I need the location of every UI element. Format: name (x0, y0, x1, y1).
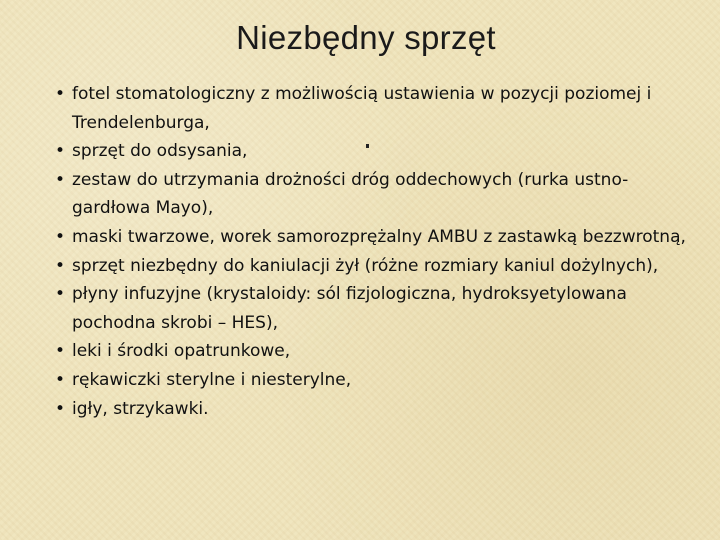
bullet-icon: • (55, 84, 66, 104)
list-item-text: rękawiczki sterylne i niesterylne, (72, 369, 352, 390)
bullet-icon: • (55, 341, 66, 362)
list-item (44, 166, 694, 223)
list-item (44, 280, 694, 337)
bullet-icon: • (55, 284, 66, 305)
list-item (44, 252, 694, 281)
list-item (44, 80, 694, 137)
equipment-list (44, 80, 694, 423)
list-item-text: leki i środki opatrunkowe, (72, 341, 291, 362)
list-item (44, 223, 694, 252)
bullet-icon: • (55, 169, 66, 190)
list-item-text: sprzęt do odsysania, (72, 141, 248, 162)
list-item-text: maski twarzowe, worek samorozprężalny AMBU z zastawką bezzwrotną, (72, 226, 686, 247)
bullet-icon: • (55, 141, 66, 162)
list-item (44, 395, 694, 424)
list-item-text: igły, strzykawki. (72, 398, 209, 419)
bullet-icon: • (55, 255, 66, 276)
list-item-text: fotel stomatologiczny z możliwością ustawienia w pozycji poziomej i Trendelenburga, (72, 84, 652, 133)
bullet-icon: • (55, 398, 66, 419)
list-item-text: zestaw do utrzymania drożności dróg oddechowych (rurka ustno-gardłowa Mayo), (72, 169, 629, 219)
list-item-text: sprzęt niezbędny do kaniulacji żył (różne rozmiary kaniul dożylnych), (72, 255, 659, 276)
bullet-icon: • (55, 369, 66, 390)
list-item (44, 337, 694, 366)
list-item-text: płyny infuzyjne (krystaloidy: sól fizjologiczna, hydroksyetylowana pochodna skrobi – HES), (72, 284, 627, 333)
list-item (44, 137, 694, 166)
stray-dot-mark (366, 144, 369, 148)
bullet-icon: • (55, 226, 66, 247)
list-item (44, 366, 694, 395)
slide-title: Niezbędny sprzęt (236, 19, 496, 56)
